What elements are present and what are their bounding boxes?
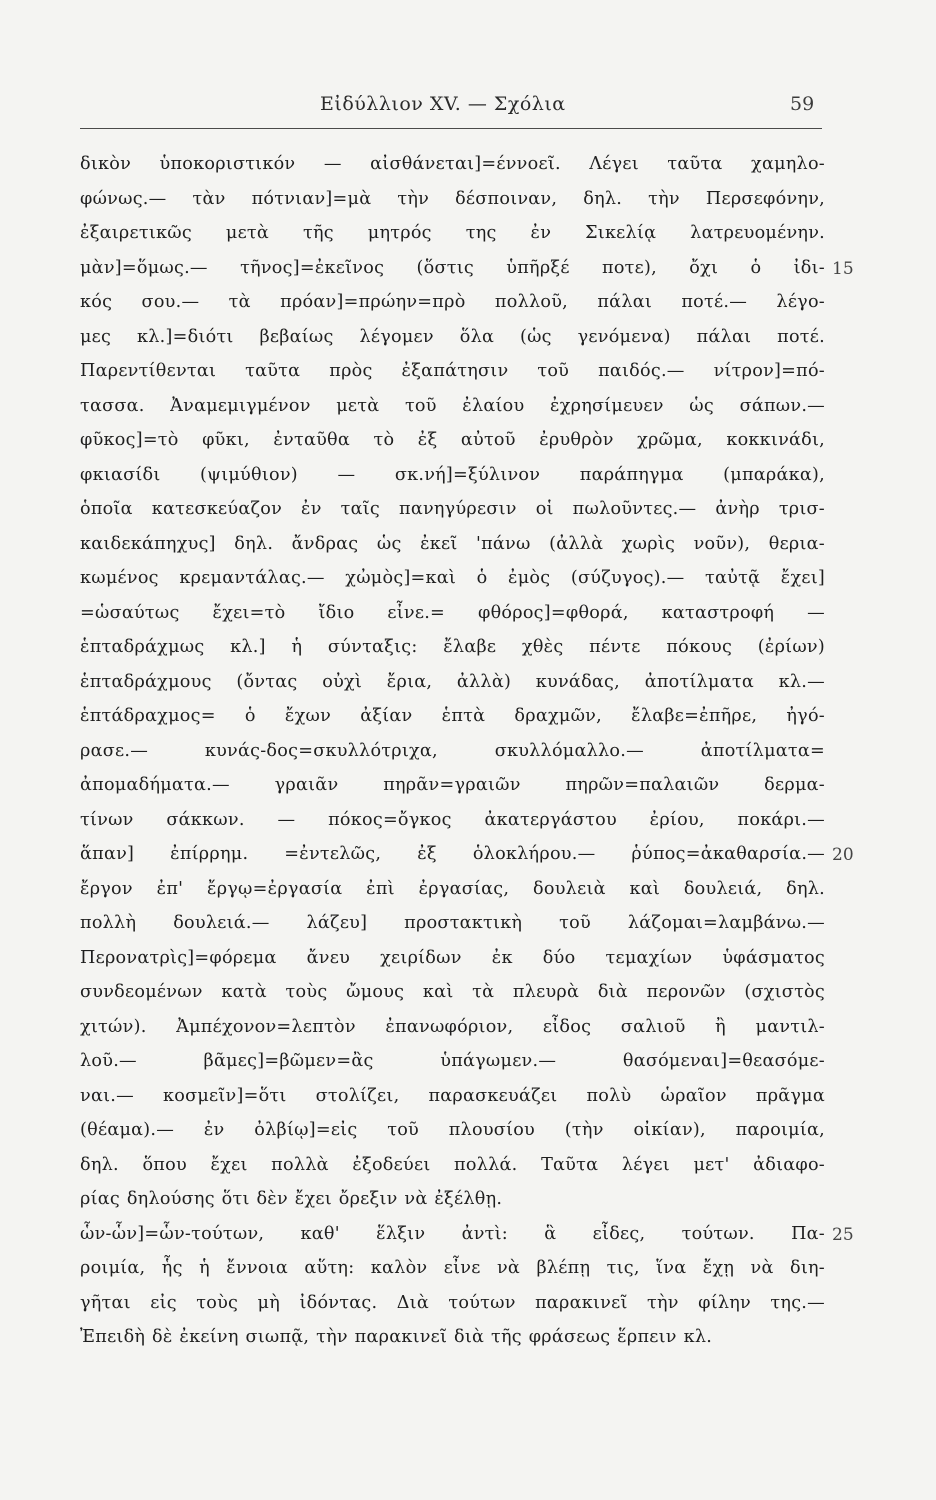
text-line: Ἐπειδὴ δὲ ἐκείνη σιωπᾷ, τὴν παρακινεῖ διὰ τῆς φράσεως ἕρπειν κλ. [80,1327,713,1347]
text-line: μες κλ.]=διότι βεβαίως λέγομεν ὅλα (ὡς γενόμενα) πάλαι ποτέ. [80,326,825,347]
text-line: ἐξαιρετικῶς μετὰ τῆς μητρός της ἐν Σικελίᾳ λατρευομένην. [80,223,825,243]
text-line: ὁποῖα κατεσκεύαζον ἐν ταῖς πανηγύρεσιν οἱ πωλοῦντες.— ἀνὴρ τρισ- [80,499,825,519]
margin-line-number: 20 [832,845,854,865]
text-line: ἔργον ἐπ' ἔργῳ=ἐργασία ἐπὶ ἐργασίας, δουλειὰ καὶ δουλειά, δηλ. [80,878,825,899]
text-line: ναι.— κοσμεῖν]=ὅτι στολίζει, παρασκευάζει πολὺ ὡραῖον πρᾶγμα [80,1085,825,1106]
text-line: ροιμία, ἧς ἡ ἔννοια αὕτη: καλὸν εἶνε νὰ βλέπῃ τις, ἵνα ἔχῃ νὰ διη- [80,1258,825,1278]
page-number: 59 [790,93,815,115]
text-line: χιτών). Ἀμπέχονον=λεπτὸν ἐπανωφόριον, εἶδος σαλιοῦ ἢ μαντιλ- [80,1016,825,1037]
running-title: Εἰδύλλιον XV. — Σχόλια [320,93,566,115]
text-line: συνδεομένων κατὰ τοὺς ὤμους καὶ τὰ πλευρὰ διὰ περονῶν (σχιστὸς [80,982,825,1002]
text-line: λοῦ.— βᾶμες]=βῶμεν=ἂς ὑπάγωμεν.— θασόμεναι]=θεασόμε- [80,1051,825,1071]
text-line: ἑπταδράχμως κλ.] ἡ σύνταξις: ἔλαβε χθὲς πέντε πόκους (ἐρίων) [80,637,825,657]
text-line: φῦκος]=τὸ φῦκι, ἐνταῦθα τὸ ἐξ αὐτοῦ ἐρυθρὸν χρῶμα, κοκκινάδι, [80,430,825,450]
margin-line-number: 25 [832,1224,854,1245]
header-rule [80,128,822,129]
text-line: φώνως.— τὰν πότνιαν]=μὰ τὴν δέσποιναν, δηλ. τὴν Περσεφόνην, [80,188,825,209]
text-line: τασσα. Ἀναμεμιγμένον μετὰ τοῦ ἐλαίου ἐχρησίμευεν ὡς σάπων.— [80,395,825,416]
text-line: μὰν]=ὅμως.— τῆνος]=ἐκεῖνος (ὅστις ὑπῆρξέ ποτε), ὄχι ὁ ἰδι- [80,257,825,278]
text-line: ἑπταδράχμους (ὄντας οὐχὶ ἔρια, ἀλλὰ) κυνάδας, ἀποτίλματα κλ.— [80,671,825,692]
running-head [0,93,936,121]
text-line: κός σου.— τὰ πρόαν]=πρώην=πρὸ πολλοῦ, πάλαι ποτέ.— λέγο- [80,292,825,312]
text-line: τίνων σάκκων. — πόκος=ὄγκος ἀκατεργάστου ἐρίου, ποκάρι.— [80,809,825,830]
text-line: δικὸν ὑποκοριστικόν — αἰσθάνεται]=έννοεῖ. Λέγει ταῦτα χαμηλο- [80,154,825,174]
text-line: ἀπομαδήματα.— γραιᾶν πηρᾶν=γραιῶν πηρῶν=παλαιῶν δερμα- [80,775,825,795]
text-line: Περονατρὶς]=φόρεμα ἄνευ χειρίδων ἐκ δύο τεμαχίων ὑφάσματος [80,947,825,968]
margin-line-number: 15 [832,258,854,279]
text-line: ρασε.— κυνάς-δος=σκυλλότριχα, σκυλλόμαλλο.— ἀποτίλματα= [80,740,825,761]
text-line: ὧν-ὧν]=ὧν-τούτων, καθ' ἕλξιν ἀντὶ: ἃ εἶδες, τούτων. Πα- [80,1223,825,1244]
text-line: ἑπτάδραχμος= ὁ ἔχων ἀξίαν ἑπτὰ δραχμῶν, ἔλαβε=ἐπῆρε, ἠγό- [80,706,825,726]
text-line: =ὡσαύτως ἔχει=τὸ ἴδιο εἶνε.= φθόρος]=φθορά, καταστροφή — [80,602,825,623]
text-line: γῆται εἰς τοὺς μὴ ἰδόντας. Διὰ τούτων παρακινεῖ τὴν φίλην της.— [80,1292,825,1313]
commentary-text [80,147,825,1355]
text-line: πολλὴ δουλειά.— λάζευ] προστακτικὴ τοῦ λάζομαι=λαμβάνω.— [80,913,825,933]
text-line: ρίας δηλούσης ὅτι δὲν ἔχει ὄρεξιν νὰ ἐξέλθῃ. [80,1189,503,1209]
text-line: καιδεκάπηχυς] δηλ. ἄνδρας ὡς ἐκεῖ 'πάνω (ἀλλὰ χωρὶς νοῦν), θερια- [80,533,825,554]
text-line: φκιασίδι (ψιμύθιον) — σκ.νή]=ξύλινον παράπηγμα (μπαράκα), [80,464,825,485]
text-line: (θέαμα).— ἐν ὀλβίῳ]=εἰς τοῦ πλουσίου (τὴν οἰκίαν), παροιμία, [80,1120,825,1140]
text-line: δηλ. ὅπου ἔχει πολλὰ ἐξοδεύει πολλά. Ταῦτα λέγει μετ' ἀδιαφο- [80,1154,825,1175]
text-line: ἅπαν] ἐπίρρημ. =ἐντελῶς, ἐξ ὁλοκλήρου.— ῥύπος=ἀκαθαρσία.— [80,844,825,864]
text-line: κωμένος κρεμαντάλας.— χὠμὸς]=καὶ ὁ ἐμὸς (σύζυγος).— ταὐτᾷ ἔχει] [80,568,825,588]
text-line: Παρεντίθενται ταῦτα πρὸς ἐξαπάτησιν τοῦ παιδός.— νίτρον]=πό- [80,361,825,381]
